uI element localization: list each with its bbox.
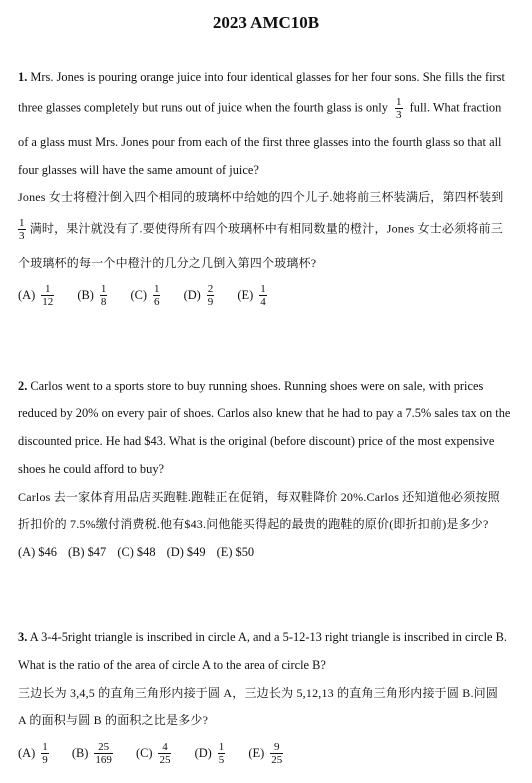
q1-chinese-fraction: [18, 217, 26, 242]
q2-choice-c[interactable]: (C) $48: [117, 545, 156, 559]
q1-english-line-2: [18, 96, 501, 121]
q2-choice-e[interactable]: (E) $50: [216, 545, 255, 559]
q2-choice-a[interactable]: (A) $46: [18, 545, 57, 559]
fraction-numerator: 1: [153, 283, 160, 295]
fraction-denominator: 25: [271, 754, 283, 766]
choice-label: (D): [194, 746, 212, 760]
fraction-denominator: 5: [218, 754, 225, 766]
q1-choice-e[interactable]: [237, 283, 270, 308]
q3-chinese-line-2: A 的面积与圆 B 的面积之比是多少?: [18, 713, 209, 727]
choice-label: (C): [130, 288, 147, 302]
q2-choice-b[interactable]: (B) $47: [68, 545, 107, 559]
fraction-denominator: 6: [153, 296, 160, 308]
fraction-denominator: 12: [42, 296, 54, 308]
q3-choice-c[interactable]: [136, 741, 176, 766]
fraction-numerator: 1: [260, 283, 266, 295]
fraction-denominator: 25: [159, 754, 171, 766]
q2-english-line-3: discounted price. He had $43. What is the original (before discount) price of the most expensive: [18, 434, 495, 448]
q3-choice-e[interactable]: [248, 741, 287, 766]
q1-chinese-line-1: Jones 女士将橙汁倒入四个相同的玻璃杯中给她的四个儿子.她将前三杯装满后，第四杯装到: [18, 190, 504, 204]
q3-choice-b[interactable]: [72, 741, 117, 766]
fraction-denominator: 4: [260, 296, 266, 308]
q1-english-line-3: of a glass must Mrs. Jones pour from each of the first three glasses into the fourth glass so that all: [18, 135, 502, 149]
q2-answer-choices: [18, 545, 262, 560]
q3-text: A 3-4-5right triangle is inscribed in circle A, and a 5-12-13 right triangle is inscribed in circle B.: [29, 630, 507, 644]
q1-answer-choices: [18, 283, 287, 308]
q2-english-line-4: shoes he could afford to buy?: [18, 462, 165, 476]
fraction-denominator: 9: [207, 296, 214, 308]
q2-choice-d[interactable]: (D) $49: [166, 545, 206, 559]
q1-choice-a[interactable]: [18, 283, 58, 308]
fraction-numerator: 1: [100, 283, 107, 295]
fraction-denominator: 3: [396, 109, 402, 121]
fraction-denominator: 3: [19, 230, 25, 242]
q3-english-line-2: What is the ratio of the area of circle A to the area of circle B?: [18, 658, 326, 672]
fraction-numerator: 1: [19, 217, 25, 229]
fraction-denominator: 9: [42, 754, 48, 766]
q2-chinese-line-2: 折扣价的 7.5%缴付消费税.他有$43.问他能买得起的最贵的跑鞋的原价(即折扣前)是多少?: [18, 517, 489, 531]
q1-choice-d[interactable]: [184, 283, 219, 308]
q1-fraction: [395, 96, 403, 121]
q1-choice-b[interactable]: [77, 283, 111, 308]
q1-chinese-line-2: [18, 217, 503, 242]
q3-choice-a[interactable]: [18, 741, 53, 766]
fraction-denominator: 169: [95, 754, 112, 766]
q2-english-line-1: [18, 378, 483, 394]
fraction-numerator: 4: [162, 741, 168, 753]
fraction-numerator: 1: [42, 741, 48, 753]
q1-number: 1.: [18, 70, 28, 84]
choice-label: (A): [18, 746, 36, 760]
q3-chinese-line-1: 三边长为 3,4,5 的直角三角形内接于圆 A，三边长为 5,12,13 的直角三角形内接于圆 B.问圆: [18, 686, 499, 700]
q1-chinese-line-3: 个玻璃杯的每一个中橙汁的几分之几倒入第四个玻璃杯?: [18, 256, 317, 270]
q1-text: three glasses completely but runs out of juice when the fourth glass is only: [18, 100, 388, 115]
q2-text: Carlos went to a sports store to buy running shoes. Running shoes were on sale, with prices: [30, 379, 484, 393]
q1-text: full. What fraction: [409, 100, 502, 115]
q1-english-line-4: four glasses will have the same amount of juice?: [18, 163, 259, 177]
q1-english-line-1: [18, 69, 505, 85]
choice-label: (A): [18, 288, 36, 302]
q2-chinese-line-1: Carlos 去一家体育用品店买跑鞋.跑鞋正在促销，每双鞋降价 20%.Carlos 还知道他必须按照: [18, 490, 500, 504]
choice-label: (E): [248, 746, 265, 760]
fraction-numerator: 25: [98, 741, 110, 753]
q3-english-line-1: [18, 629, 507, 645]
fraction-numerator: 1: [396, 96, 402, 108]
q2-number: 2.: [18, 379, 28, 393]
q3-choice-d[interactable]: [195, 741, 230, 766]
q1-text: Mrs. Jones is pouring orange juice into four identical glasses for her four sons. She fills the first: [30, 70, 505, 84]
q3-number: 3.: [18, 630, 28, 644]
q1-choice-c[interactable]: [130, 283, 164, 308]
choice-label: (C): [135, 746, 153, 760]
fraction-numerator: 1: [218, 741, 225, 753]
page-title: 2023 AMC10B: [212, 13, 320, 32]
fraction-numerator: 9: [273, 741, 280, 753]
fraction-denominator: 8: [100, 296, 107, 308]
q3-answer-choices: [18, 741, 303, 766]
choice-label: (D): [183, 288, 201, 302]
fraction-numerator: 2: [207, 283, 214, 295]
choice-label: (E): [237, 288, 254, 302]
q2-english-line-2: reduced by 20% on every pair of shoes. Carlos also knew that he had to pay a 7.5% sales tax on the: [18, 406, 511, 420]
fraction-numerator: 1: [44, 283, 51, 295]
q1-chinese-text: 满时，果汁就没有了.要使得所有四个玻璃杯中有相同数量的橙汁，Jones 女士必须将前三: [29, 221, 503, 236]
choice-label: (B): [77, 288, 94, 302]
choice-label: (B): [71, 746, 89, 760]
